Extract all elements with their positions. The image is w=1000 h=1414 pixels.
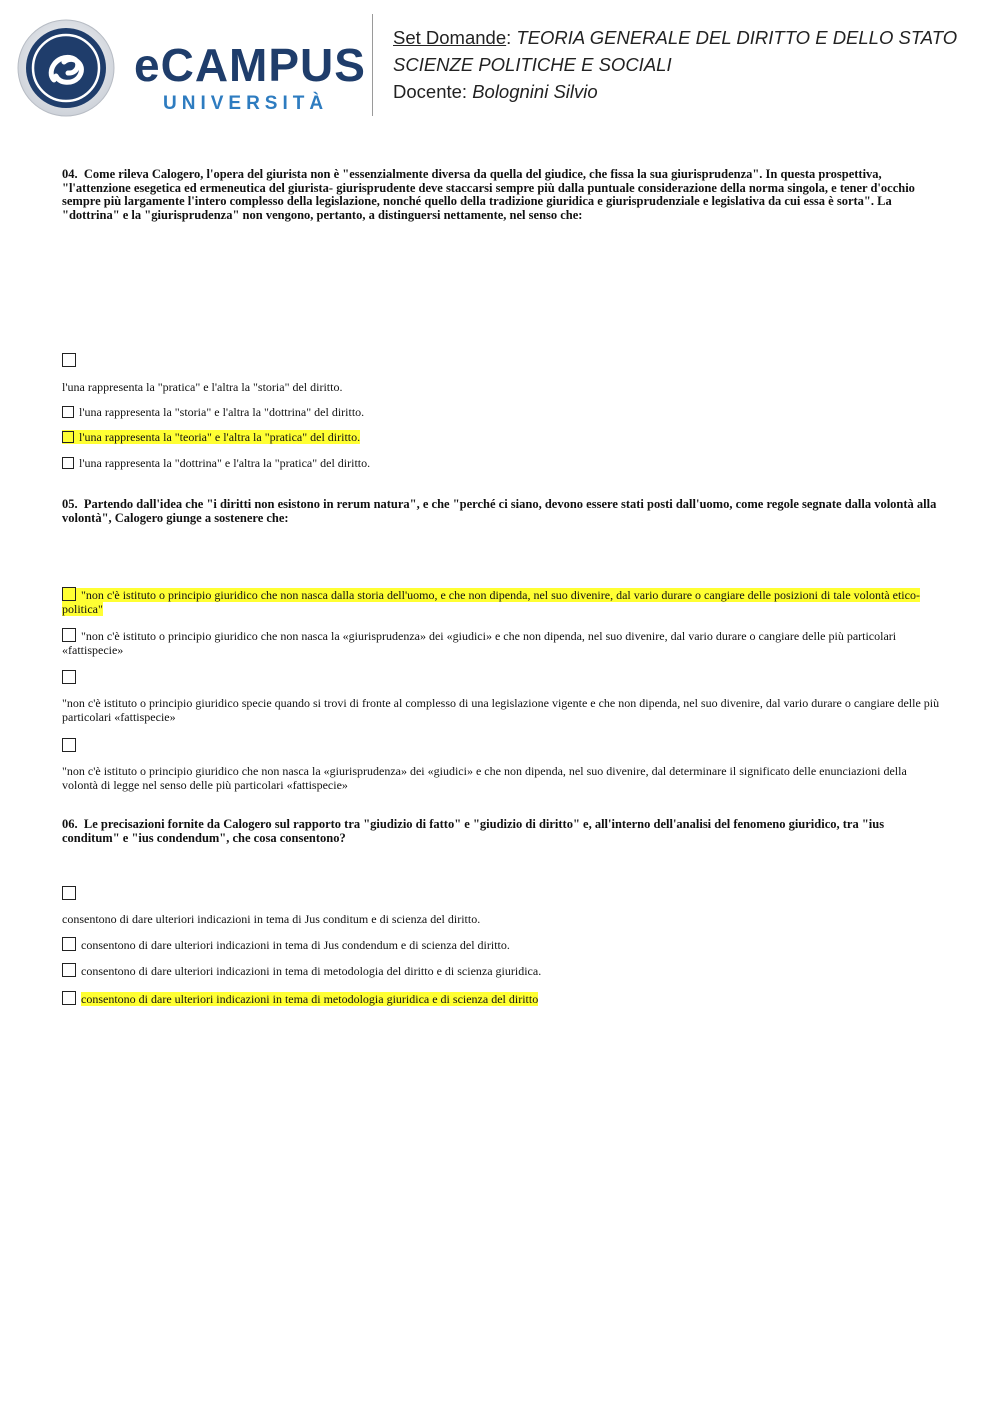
answer-checkbox[interactable] [62,737,942,755]
option-text: consentono di dare ulteriori indicazioni in tema di Jus conditum e di scienza del diritto. [62,912,481,926]
header-info [393,24,993,105]
ecampus-emblem-icon [16,18,376,118]
option-text: consentono di dare ulteriori indicazioni in tema di metodologia giuridica e di scienza del diritto [81,992,539,1006]
checkbox-icon[interactable] [62,670,76,684]
answer-option[interactable] [62,764,942,792]
checkbox-icon[interactable] [62,738,76,752]
checkbox-icon[interactable] [62,457,74,469]
answer-option[interactable] [62,912,942,926]
answer-option-highlighted[interactable] [62,991,942,1006]
checkbox-icon[interactable] [62,963,76,977]
set-colon: : [506,27,512,48]
logo-subtitle: UNIVERSITÀ [163,93,329,114]
option-text: "non c'è istituto o principio giuridico specie quando si trovi di fronte al complesso di una legislazione vigente e che non dipenda, nel suo divenire, dal vario durare o cangiare delle più particolari «fattispecie» [62,696,940,724]
question-05 [62,498,942,525]
answer-option[interactable] [62,696,942,724]
question-06 [62,818,942,845]
checkbox-icon[interactable] [62,937,76,951]
page-header [0,0,1000,130]
question-number: 05. [62,497,78,511]
option-text: l'una rappresenta la "storia" e l'altra la "dottrina" del diritto. [79,405,365,419]
checkbox-icon[interactable] [62,431,74,443]
answer-option[interactable] [62,937,942,952]
option-text: "non c'è istituto o principio giuridico che non nasca la «giurisprudenza» dei «giudici» e che non dipenda, nel suo divenire, dal vario durare o cangiare delle più particolari «fattispecie» [62,629,897,657]
checkbox-icon[interactable] [62,628,76,642]
answer-checkbox[interactable] [62,669,942,687]
option-text: l'una rappresenta la "dottrina" e l'altra la "pratica" del diritto. [79,456,371,470]
checkbox-icon[interactable] [62,991,76,1005]
checkbox-icon[interactable] [62,406,74,418]
ecampus-logo [16,18,376,118]
checkbox-icon[interactable] [62,353,76,367]
option-text: l'una rappresenta la "teoria" e l'altra la "pratica" del diritto. [79,430,361,444]
option-text: consentono di dare ulteriori indicazioni in tema di Jus condendum e di scienza del diritto. [81,938,510,952]
answer-option[interactable] [62,628,942,657]
course-title: TEORIA GENERALE DEL DIRITTO E DELLO STATO [516,27,958,48]
checkbox-icon[interactable] [62,886,76,900]
docente-name: Bolognini Silvio [472,81,598,102]
answer-option-highlighted[interactable] [62,430,942,444]
option-text: l'una rappresenta la "pratica" e l'altra la "storia" del diritto. [62,380,343,394]
logo-wordmark-e: e [134,39,161,91]
header-divider [372,14,373,116]
answer-option-highlighted[interactable] [62,587,942,616]
question-text: Partendo dall'idea che "i diritti non esistono in rerum natura", e che "perché ci siano, devono essere stati posti dall'uomo, come regole segnate dalla volontà alla volontà", Calogero giunge a sostenere che: [62,497,937,525]
logo-wordmark-rest: CAMPUS [160,39,366,91]
question-04 [62,168,942,222]
answer-checkbox[interactable] [62,885,942,903]
highlight [62,588,920,616]
option-text: "non c'è istituto o principio giuridico che non nasca la «giurisprudenza» dei «giudici» e che non dipenda, nel suo divenire, dal determinare il significato delle enunciazioni della volontà di legge nel senso delle più particolari «fattispecie» [62,764,907,792]
set-label: Set Domande [393,27,507,48]
question-number: 04. [62,167,78,181]
set-line [393,24,993,51]
question-number: 06. [62,817,78,831]
highlight [62,430,360,444]
option-text: "non c'è istituto o principio giuridico che non nasca dalla storia dell'uomo, e che non dipenda, nel suo divenire, dal vario durare o cangiare delle posizioni di tale volontà etico-politica" [62,588,920,616]
docente-label: Docente: [393,81,468,102]
svg-text:eCAMPUS [134,39,366,91]
checkbox-icon[interactable] [62,587,76,601]
answer-option[interactable] [62,405,942,419]
answer-option[interactable] [62,963,942,978]
answer-checkbox[interactable] [62,352,942,370]
docente-line [393,78,993,105]
option-text: consentono di dare ulteriori indicazioni in tema di metodologia del diritto e di scienza giuridica. [81,964,542,978]
course-subtitle: SCIENZE POLITICHE E SOCIALI [393,54,672,75]
question-text: Come rileva Calogero, l'opera del giurista non è "essenzialmente diversa da quella del giudice, che fissa la sua giurisprudenza". In questa prospettiva, "l'attenzione esegetica ed ermeneutica del giurista- giurisprudente deve staccarsi sempre più dalla puntuale considerazione della norma singola, e tener d'occhio sempre più largamente l'intero complesso della legislazione, nonché quello della tradizione giuridica e giurisprudenziale e legislativa da cui essa è sorta". La "dottrina" e la "giurisprudenza" non vengono, pertanto, a distinguersi nettamente, nel senso che: [62,167,915,222]
answer-option[interactable] [62,380,942,394]
answer-option[interactable] [62,456,942,470]
question-text: Le precisazioni fornite da Calogero sul rapporto tra "giudizio di fatto" e "giudizio di diritto" e, all'interno dell'analisi del fenomeno giuridico, tra "ius conditum" e "ius condendum", che cosa consentono? [62,817,885,845]
